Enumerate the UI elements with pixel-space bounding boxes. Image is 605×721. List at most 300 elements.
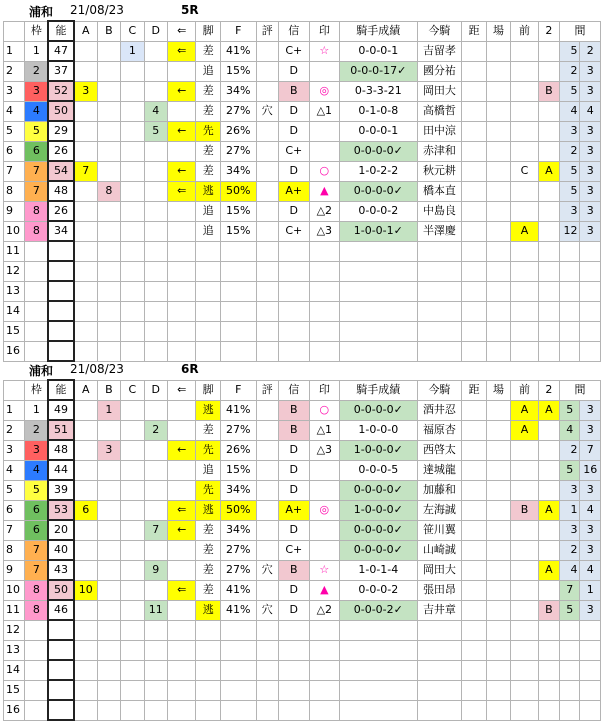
prev-cell: [511, 61, 539, 81]
empty-cell: [220, 620, 256, 640]
jockey-cell: 左海誠: [417, 500, 462, 520]
empty-cell: [167, 341, 196, 361]
c-cell: [121, 121, 144, 141]
table-row[interactable]: [4, 201, 601, 221]
rating-cell: [256, 81, 278, 101]
empty-cell: [560, 341, 580, 361]
empty-cell: [486, 241, 510, 261]
row-number: 15: [4, 321, 25, 341]
distance-cell: [462, 221, 486, 241]
table-row[interactable]: [4, 440, 601, 460]
empty-cell: [220, 680, 256, 700]
empty-cell: [309, 321, 340, 341]
trust-cell: D: [278, 161, 309, 181]
column-header: A: [74, 380, 97, 400]
empty-cell: [167, 281, 196, 301]
column-header: 今騎: [417, 21, 462, 41]
empty-cell: [340, 281, 417, 301]
style-cell: 逃: [196, 600, 220, 620]
waku-cell: 1: [25, 41, 48, 61]
empty-cell: [309, 680, 340, 700]
trust-cell: C+: [278, 141, 309, 161]
table-row[interactable]: [4, 181, 601, 201]
b-cell: [97, 201, 120, 221]
second-cell: [538, 181, 559, 201]
prev-cell: A: [511, 221, 539, 241]
jockey-record-cell: 0-0-0-1: [340, 41, 417, 61]
jockey-cell: 岡田大: [417, 560, 462, 580]
table-row[interactable]: [4, 460, 601, 480]
second-cell: B: [538, 600, 559, 620]
race-number: 6R: [181, 362, 199, 376]
jockey-cell: 張田昂: [417, 580, 462, 600]
empty-cell: [486, 660, 510, 680]
empty-cell: [462, 620, 486, 640]
trust-cell: B: [278, 560, 309, 580]
jockey-cell: 中島良: [417, 201, 462, 221]
empty-cell: [220, 341, 256, 361]
empty-cell: [25, 680, 48, 700]
empty-cell: [538, 301, 559, 321]
c-cell: [121, 560, 144, 580]
rating-cell: [256, 181, 278, 201]
empty-cell: [196, 261, 220, 281]
empty-cell: [340, 241, 417, 261]
jockey-record-cell: 0-0-0-17✓: [340, 61, 417, 81]
second-cell: [538, 201, 559, 221]
empty-cell: [97, 261, 120, 281]
empty-cell: [278, 341, 309, 361]
empty-cell: [25, 261, 48, 281]
d-cell: [144, 460, 167, 480]
style-cell: 差: [196, 580, 220, 600]
jockey-cell: 赤津和: [417, 141, 462, 161]
style-cell: 差: [196, 141, 220, 161]
ability-cell: 47: [48, 41, 73, 61]
c-cell: [121, 440, 144, 460]
prev-cell: [511, 141, 539, 161]
trust-cell: D: [278, 201, 309, 221]
style-cell: 先: [196, 440, 220, 460]
d-cell: [144, 61, 167, 81]
d-cell: [144, 81, 167, 101]
trust-cell: D: [278, 101, 309, 121]
b-cell: 1: [97, 400, 120, 420]
c-cell: [121, 181, 144, 201]
style-cell: 追: [196, 201, 220, 221]
empty-cell: [256, 261, 278, 281]
empty-row: [4, 700, 601, 720]
style-cell: 差: [196, 520, 220, 540]
empty-cell: [538, 341, 559, 361]
empty-cell: [144, 261, 167, 281]
table-row[interactable]: [4, 560, 601, 580]
style-cell: 差: [196, 540, 220, 560]
course-cell: [486, 81, 510, 101]
empty-cell: [121, 660, 144, 680]
a-cell: 7: [74, 161, 97, 181]
interval-cell-2: 3: [580, 181, 601, 201]
empty-cell: [417, 700, 462, 720]
b-cell: [97, 61, 120, 81]
interval-cell: 4: [560, 560, 580, 580]
f-cell: 41%: [220, 400, 256, 420]
distance-cell: [462, 460, 486, 480]
trust-cell: B: [278, 420, 309, 440]
empty-cell: [560, 620, 580, 640]
row-number: 9: [4, 560, 25, 580]
empty-cell: [144, 321, 167, 341]
row-number: 1: [4, 400, 25, 420]
f-cell: 50%: [220, 500, 256, 520]
c-cell: [121, 480, 144, 500]
empty-cell: [121, 321, 144, 341]
table-row[interactable]: [4, 61, 601, 81]
empty-cell: [97, 700, 120, 720]
empty-cell: [340, 321, 417, 341]
arrow-cell: [167, 420, 196, 440]
empty-cell: [417, 241, 462, 261]
b-cell: [97, 480, 120, 500]
empty-cell: [580, 700, 601, 720]
row-number: 5: [4, 480, 25, 500]
f-cell: 41%: [220, 580, 256, 600]
empty-cell: [196, 660, 220, 680]
prev-cell: [511, 440, 539, 460]
column-header: 評: [256, 21, 278, 41]
empty-row: [4, 321, 601, 341]
jockey-record-cell: 0-0-0-0✓: [340, 540, 417, 560]
row-number: 4: [4, 460, 25, 480]
jockey-cell: 笹川翼: [417, 520, 462, 540]
arrow-cell: ←: [167, 440, 196, 460]
arrow-cell: [167, 560, 196, 580]
table-row[interactable]: [4, 101, 601, 121]
empty-cell: [417, 321, 462, 341]
jockey-cell: 國分祐: [417, 61, 462, 81]
mark-cell: [309, 61, 340, 81]
table-row[interactable]: [4, 480, 601, 500]
column-header: D: [144, 21, 167, 41]
style-cell: 差: [196, 41, 220, 61]
arrow-cell: [167, 480, 196, 500]
row-number: 15: [4, 680, 25, 700]
column-header: 信: [278, 21, 309, 41]
rating-cell: [256, 420, 278, 440]
a-cell: [74, 460, 97, 480]
empty-cell: [97, 321, 120, 341]
jockey-record-cell: 0-0-0-2: [340, 201, 417, 221]
table-row[interactable]: [4, 400, 601, 420]
venue-label: 浦和: [29, 364, 54, 378]
column-header: 間: [560, 380, 601, 400]
rating-cell: [256, 540, 278, 560]
interval-cell-2: 3: [580, 400, 601, 420]
empty-cell: [196, 321, 220, 341]
arrow-cell: [167, 61, 196, 81]
empty-cell: [74, 241, 97, 261]
empty-cell: [256, 341, 278, 361]
empty-cell: [196, 281, 220, 301]
empty-row: [4, 341, 601, 361]
empty-cell: [462, 660, 486, 680]
d-cell: [144, 540, 167, 560]
prev-cell: [511, 560, 539, 580]
column-header: 前: [511, 380, 539, 400]
column-header: 脚: [196, 21, 220, 41]
course-cell: [486, 61, 510, 81]
a-cell: 3: [74, 81, 97, 101]
b-cell: [97, 121, 120, 141]
empty-cell: [256, 241, 278, 261]
arrow-cell: [167, 101, 196, 121]
empty-cell: [417, 341, 462, 361]
empty-cell: [511, 620, 539, 640]
empty-cell: [74, 700, 97, 720]
style-cell: 先: [196, 480, 220, 500]
second-cell: A: [538, 500, 559, 520]
empty-cell: [417, 660, 462, 680]
distance-cell: [462, 420, 486, 440]
style-cell: 差: [196, 161, 220, 181]
f-cell: 26%: [220, 121, 256, 141]
empty-cell: [220, 700, 256, 720]
row-number: 8: [4, 181, 25, 201]
empty-cell: [48, 680, 73, 700]
column-header: 印: [309, 380, 340, 400]
second-cell: A: [538, 400, 559, 420]
rating-cell: [256, 41, 278, 61]
table-row[interactable]: [4, 500, 601, 520]
interval-cell: 5: [560, 41, 580, 61]
a-cell: [74, 420, 97, 440]
b-cell: [97, 580, 120, 600]
empty-cell: [196, 241, 220, 261]
column-header: 間: [560, 21, 601, 41]
empty-cell: [97, 281, 120, 301]
empty-cell: [309, 640, 340, 660]
d-cell: [144, 500, 167, 520]
empty-cell: [511, 301, 539, 321]
interval-cell-2: 3: [580, 420, 601, 440]
ability-cell: 29: [48, 121, 73, 141]
empty-cell: [462, 640, 486, 660]
arrow-cell: [167, 460, 196, 480]
race-table: [3, 20, 601, 362]
venue-label: 浦和: [29, 5, 54, 19]
prev-cell: [511, 460, 539, 480]
empty-cell: [256, 640, 278, 660]
empty-cell: [25, 321, 48, 341]
race-card-6r: [3, 360, 601, 721]
course-cell: [486, 460, 510, 480]
empty-cell: [144, 680, 167, 700]
empty-cell: [309, 341, 340, 361]
mark-cell: △1: [309, 420, 340, 440]
row-number: 7: [4, 161, 25, 181]
jockey-record-cell: 1-0-2-2: [340, 161, 417, 181]
f-cell: 15%: [220, 221, 256, 241]
table-row[interactable]: [4, 520, 601, 540]
c-cell: [121, 580, 144, 600]
interval-cell-2: 3: [580, 141, 601, 161]
second-cell: [538, 101, 559, 121]
interval-cell: 12: [560, 221, 580, 241]
interval-cell: 4: [560, 101, 580, 121]
second-cell: [538, 141, 559, 161]
table-row[interactable]: [4, 121, 601, 141]
empty-cell: [196, 640, 220, 660]
jockey-cell: 高橋哲: [417, 101, 462, 121]
empty-cell: [144, 660, 167, 680]
course-cell: [486, 440, 510, 460]
empty-row: [4, 620, 601, 640]
empty-cell: [278, 281, 309, 301]
a-cell: [74, 101, 97, 121]
b-cell: [97, 221, 120, 241]
empty-cell: [560, 660, 580, 680]
b-cell: [97, 500, 120, 520]
empty-cell: [486, 321, 510, 341]
empty-cell: [220, 321, 256, 341]
mark-cell: △3: [309, 440, 340, 460]
header-row: [4, 380, 601, 400]
waku-cell: 2: [25, 61, 48, 81]
style-cell: 追: [196, 61, 220, 81]
jockey-cell: 吉井章: [417, 600, 462, 620]
empty-cell: [167, 241, 196, 261]
c-cell: [121, 600, 144, 620]
interval-cell: 3: [560, 201, 580, 221]
course-cell: [486, 201, 510, 221]
mark-cell: ◎: [309, 81, 340, 101]
second-cell: [538, 540, 559, 560]
a-cell: [74, 520, 97, 540]
d-cell: 7: [144, 520, 167, 540]
table-row[interactable]: [4, 41, 601, 61]
interval-cell: 2: [560, 440, 580, 460]
style-cell: 差: [196, 560, 220, 580]
b-cell: [97, 520, 120, 540]
table-row[interactable]: [4, 540, 601, 560]
a-cell: [74, 61, 97, 81]
empty-cell: [486, 680, 510, 700]
a-cell: [74, 121, 97, 141]
empty-cell: [278, 620, 309, 640]
interval-cell-2: 3: [580, 221, 601, 241]
jockey-record-cell: 0-0-0-0✓: [340, 400, 417, 420]
empty-cell: [196, 341, 220, 361]
waku-cell: 7: [25, 560, 48, 580]
table-row[interactable]: [4, 580, 601, 600]
f-cell: 15%: [220, 460, 256, 480]
table-row[interactable]: [4, 81, 601, 101]
race-number: 5R: [181, 3, 199, 17]
row-number: 9: [4, 201, 25, 221]
mark-cell: [309, 141, 340, 161]
empty-row: [4, 261, 601, 281]
style-cell: 追: [196, 460, 220, 480]
table-row[interactable]: [4, 141, 601, 161]
interval-cell: 1: [560, 500, 580, 520]
empty-cell: [25, 341, 48, 361]
table-row[interactable]: [4, 221, 601, 241]
empty-cell: [97, 241, 120, 261]
empty-cell: [48, 261, 73, 281]
trust-cell: D: [278, 460, 309, 480]
empty-row: [4, 660, 601, 680]
interval-cell-2: 3: [580, 520, 601, 540]
c-cell: [121, 420, 144, 440]
column-header: B: [97, 21, 120, 41]
ability-cell: 43: [48, 560, 73, 580]
empty-cell: [74, 301, 97, 321]
empty-cell: [167, 620, 196, 640]
d-cell: [144, 141, 167, 161]
table-row[interactable]: [4, 600, 601, 620]
d-cell: [144, 221, 167, 241]
prev-cell: [511, 81, 539, 101]
waku-cell: 3: [25, 440, 48, 460]
empty-cell: [25, 660, 48, 680]
empty-cell: [580, 301, 601, 321]
f-cell: 27%: [220, 540, 256, 560]
empty-cell: [256, 620, 278, 640]
mark-cell: ◎: [309, 500, 340, 520]
second-cell: [538, 221, 559, 241]
empty-cell: [340, 640, 417, 660]
mark-cell: △1: [309, 101, 340, 121]
interval-cell: 3: [560, 121, 580, 141]
mark-cell: ☆: [309, 41, 340, 61]
empty-cell: [560, 640, 580, 660]
c-cell: [121, 61, 144, 81]
empty-cell: [278, 261, 309, 281]
course-cell: [486, 500, 510, 520]
prev-cell: [511, 580, 539, 600]
empty-cell: [560, 301, 580, 321]
f-cell: 27%: [220, 141, 256, 161]
empty-cell: [462, 281, 486, 301]
distance-cell: [462, 41, 486, 61]
c-cell: [121, 500, 144, 520]
empty-cell: [278, 321, 309, 341]
course-cell: [486, 41, 510, 61]
arrow-cell: [167, 141, 196, 161]
prev-cell: [511, 540, 539, 560]
ability-cell: 50: [48, 101, 73, 121]
empty-cell: [511, 680, 539, 700]
column-header: 印: [309, 21, 340, 41]
row-number: 10: [4, 221, 25, 241]
table-row[interactable]: [4, 161, 601, 181]
a-cell: 10: [74, 580, 97, 600]
waku-cell: 5: [25, 480, 48, 500]
b-cell: 8: [97, 181, 120, 201]
interval-cell-2: 3: [580, 201, 601, 221]
column-header: 枠: [25, 380, 48, 400]
interval-cell: 3: [560, 480, 580, 500]
ability-cell: 20: [48, 520, 73, 540]
interval-cell: 5: [560, 400, 580, 420]
empty-cell: [511, 700, 539, 720]
table-row[interactable]: [4, 420, 601, 440]
course-cell: [486, 121, 510, 141]
empty-cell: [48, 281, 73, 301]
interval-cell-2: 4: [580, 101, 601, 121]
distance-cell: [462, 600, 486, 620]
row-number: 4: [4, 101, 25, 121]
